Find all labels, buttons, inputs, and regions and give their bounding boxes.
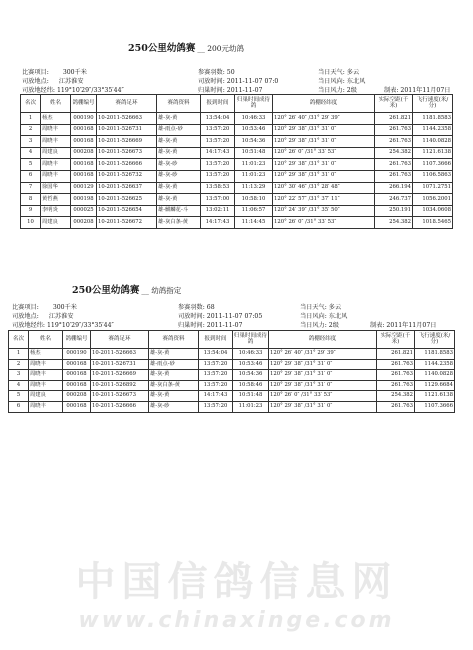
table-cell: 10-2011-526673 (91, 391, 149, 402)
meta-wind-force: 当日风力: 2级 (318, 87, 357, 94)
meta-release-time: 司放时间: 2011-11-07 07:0 (198, 78, 279, 85)
meta-date: 制表: 2011年11月07日 (384, 87, 451, 94)
table-row (21, 124, 453, 136)
meta-event (22, 67, 87, 76)
meta-wind-force: 当日风力: 2级 (300, 322, 339, 329)
table-cell: 杨杰 (29, 349, 63, 360)
table-cell: 1 (9, 349, 29, 360)
col-header: 归巢时间成待鸽 (235, 95, 273, 113)
table-row (21, 194, 453, 206)
table-row (21, 159, 453, 171)
table-cell: 7 (21, 182, 41, 194)
table-cell: 5 (9, 391, 29, 402)
table-cell: 3 (9, 370, 29, 381)
table-cell: 120° 29′ 38″ /31° 31′ 0″ (269, 401, 377, 412)
table-cell: 266.194 (375, 182, 413, 194)
table-cell: 10-2011-526731 (97, 124, 157, 136)
table-cell: 11:01:23 (233, 401, 269, 412)
table-cell: 10:51:48 (233, 391, 269, 402)
table-cell: 11:13:29 (235, 182, 273, 194)
table-cell: 261.763 (377, 401, 415, 412)
table-cell: 11:01:23 (235, 170, 273, 182)
table-cell: 11:01:23 (235, 159, 273, 171)
table-cell: 10-2011-526666 (91, 401, 149, 412)
table-cell: 雄-灰-砂 (157, 159, 201, 171)
table-cell: 周晓丰 (41, 136, 71, 148)
table-row (9, 370, 455, 381)
table-cell: 13:57:20 (201, 136, 235, 148)
table-cell: 10-2011-526663 (91, 349, 149, 360)
table-cell: 000168 (63, 359, 91, 370)
table-cell: 254.382 (375, 217, 413, 229)
table-cell: 000168 (71, 170, 97, 182)
meta-date: 制表: 2011年11月07日 (370, 322, 437, 329)
table-body (21, 113, 453, 229)
table-cell: 000129 (71, 182, 97, 194)
meta-release-place (12, 311, 74, 320)
meta-label: 司放地点: (12, 313, 39, 320)
table-cell: 1 (21, 113, 41, 125)
col-header: 赛鸽足环 (91, 331, 149, 349)
col-header: 赛鸽足环 (97, 95, 157, 113)
table-row (21, 170, 453, 182)
table-cell: 1056.2001 (413, 194, 453, 206)
table-cell: 周建良 (41, 217, 71, 229)
meta-wind: 当日风向: 东北风 (300, 313, 348, 320)
meta-wind: 当日风向: 东北风 (318, 78, 366, 85)
table-cell: 10-2011-526669 (97, 136, 157, 148)
table-cell: 120° 29′ 38″ /31° 31′ 0″ (273, 124, 375, 136)
sheet-title (128, 40, 244, 54)
table-cell: 000025 (71, 205, 97, 217)
meta-return-time: 归巢时间: 2011-11-07 (178, 322, 243, 329)
table-cell: 261.763 (377, 380, 415, 391)
table-cell: 254.382 (375, 147, 413, 159)
meta-value: 江苏淮安 (48, 313, 74, 320)
table-cell: 000168 (63, 370, 91, 381)
table-cell: 周晓丰 (41, 159, 71, 171)
table-cell: 120° 29′ 38″ /31° 31′ 0″ (269, 380, 377, 391)
col-header: 飞行速度(米/分) (413, 95, 453, 113)
table-cell: 雄-灰白条-黄 (157, 217, 201, 229)
table-row (9, 349, 455, 360)
table-cell: 120° 24′ 39″ /31° 35′ 50″ (273, 205, 375, 217)
table-cell: 10-2011-526654 (97, 205, 157, 217)
table-cell: 9 (21, 205, 41, 217)
table-header-row (9, 331, 455, 349)
table-cell: 1144.2358 (415, 359, 455, 370)
table-cell: 1140.0828 (413, 136, 453, 148)
table-cell: 10:58:10 (235, 194, 273, 206)
table-cell: 13:54:04 (201, 113, 235, 125)
table-cell: 120° 26′ 40″ /31° 29′ 39″ (273, 113, 375, 125)
table-row (21, 113, 453, 125)
meta-label: 比赛项目: (12, 304, 39, 311)
table-cell: 261.763 (377, 359, 415, 370)
table-cell: 10-2011-526666 (97, 159, 157, 171)
results-table-2 (8, 330, 455, 413)
table-cell: 13:54:04 (199, 349, 233, 360)
table-cell: 周晓丰 (41, 124, 71, 136)
table-cell: 周晓丰 (29, 380, 63, 391)
table-row (9, 359, 455, 370)
table-row (9, 401, 455, 412)
table-cell: 1181.8583 (413, 113, 453, 125)
table-header-row (21, 95, 453, 113)
table-cell: 10:53:46 (233, 359, 269, 370)
table-cell: 13:57:00 (201, 194, 235, 206)
table-cell: 000190 (63, 349, 91, 360)
table-cell: 10 (21, 217, 41, 229)
table-cell: 雄-灰-黄 (157, 113, 201, 125)
table-cell: 8 (21, 194, 41, 206)
table-cell: 000168 (71, 136, 97, 148)
table-cell: 13:57:20 (201, 159, 235, 171)
col-header: 姓名 (41, 95, 71, 113)
meta-event (12, 302, 77, 311)
table-cell: 雄-雨点-砂 (149, 359, 199, 370)
meta-entries: 参赛羽数: 68 (178, 304, 215, 311)
col-header: 鸽棚编号 (63, 331, 91, 349)
table-cell: 6 (21, 170, 41, 182)
table-cell: 1121.6138 (415, 391, 455, 402)
table-cell: 李明炎 (41, 205, 71, 217)
col-header: 报到时间 (199, 331, 233, 349)
table-cell: 6 (9, 401, 29, 412)
table-cell: 250.191 (375, 205, 413, 217)
table-cell: 1144.2358 (413, 124, 453, 136)
col-header: 姓名 (29, 331, 63, 349)
table-cell: 周晓丰 (29, 370, 63, 381)
table-cell: 1107.3666 (415, 401, 455, 412)
meta-weather: 当日天气: 多云 (318, 69, 360, 76)
table-cell: 雄-灰-黄 (157, 182, 201, 194)
table-row (9, 380, 455, 391)
table-cell: 120° 26′ 0″ /31° 33′ 53″ (273, 147, 375, 159)
title-subtitle: __ 200元幼鸽 (197, 44, 245, 53)
table-cell: 120° 22′ 57″ /31° 37′ 11″ (273, 194, 375, 206)
table-cell: 120° 29′ 38″ /31° 31′ 0″ (269, 359, 377, 370)
table-cell: 10-2011-526669 (91, 370, 149, 381)
table-cell: 261.821 (375, 113, 413, 125)
table-cell: 261.763 (375, 170, 413, 182)
table-cell: 5 (21, 159, 41, 171)
title-subtitle: __ 幼鸽指定 (141, 286, 182, 295)
table-cell: 雄-灰-黄 (157, 194, 201, 206)
table-cell: 000168 (71, 124, 97, 136)
table-cell: 120° 29′ 38″ /31° 31′ 0″ (273, 170, 375, 182)
table-cell: 10-2011-526732 (97, 170, 157, 182)
table-row (9, 391, 455, 402)
table-cell: 雄-灰-黄 (157, 147, 201, 159)
table-cell: 13:02:11 (201, 205, 235, 217)
table-cell: 10:46:33 (235, 113, 273, 125)
col-header: 赛鸽资料 (149, 331, 199, 349)
col-header: 鸽棚经纬度 (273, 95, 375, 113)
table-cell: 1181.8583 (415, 349, 455, 360)
meta-release-place (22, 76, 84, 85)
table-cell: 10-2011-526672 (97, 217, 157, 229)
table-cell: 10:54:36 (233, 370, 269, 381)
table-cell: 1121.6138 (413, 147, 453, 159)
meta-value: 300千米 (52, 304, 77, 311)
table-cell: 13:57:20 (201, 170, 235, 182)
table-cell: 14:17:43 (201, 217, 235, 229)
table-cell: 000208 (63, 391, 91, 402)
table-cell: 10-2011-526637 (97, 182, 157, 194)
table-cell: 000208 (71, 147, 97, 159)
col-header: 鸽棚编号 (71, 95, 97, 113)
table-cell: 徐国华 (41, 182, 71, 194)
col-header: 名次 (9, 331, 29, 349)
table-cell: 雄-灰-砂 (157, 170, 201, 182)
table-cell: 13:57:20 (199, 380, 233, 391)
meta-return-time: 归巢时间: 2011-11-07 (198, 87, 263, 94)
meta-release-time: 司放时间: 2011-11-07 07:05 (178, 313, 263, 320)
table-cell: 120° 29′ 38″ /31° 31′ 0″ (273, 159, 375, 171)
results-table-1 (20, 94, 453, 229)
table-cell: 雄-灰白条-黄 (149, 380, 199, 391)
table-cell: 13:57:20 (199, 401, 233, 412)
watermark-url: www.chinaxinge.com (78, 608, 395, 633)
table-cell: 10:58:46 (233, 380, 269, 391)
table-cell: 261.821 (377, 349, 415, 360)
table-cell: 周晓丰 (41, 170, 71, 182)
table-cell: 120° 26′ 0″ /31° 33′ 53″ (269, 391, 377, 402)
title-text: 250公里幼鸽赛 (128, 43, 196, 54)
table-cell: 10-2011-526625 (97, 194, 157, 206)
table-cell: 13:58:53 (201, 182, 235, 194)
table-cell: 2 (21, 124, 41, 136)
table-cell: 周晓丰 (29, 401, 63, 412)
table-cell: 杨杰 (41, 113, 71, 125)
table-cell: 1034.0608 (413, 205, 453, 217)
sheet-title (72, 282, 181, 296)
table-cell: 黄哲燕 (41, 194, 71, 206)
table-cell: 254.382 (377, 391, 415, 402)
title-text: 250公里幼鸽赛 (72, 285, 140, 296)
table-cell: 10:46:33 (233, 349, 269, 360)
table-cell: 1018.5465 (413, 217, 453, 229)
table-cell: 11:14:45 (235, 217, 273, 229)
table-cell: 10:53:46 (235, 124, 273, 136)
table-cell: 13:57:20 (199, 370, 233, 381)
table-cell: 000190 (71, 113, 97, 125)
table-cell: 000168 (63, 401, 91, 412)
table-cell: 120° 26′ 0″ /31° 33′ 53″ (273, 217, 375, 229)
table-body (9, 349, 455, 413)
table-cell: 1129.6684 (415, 380, 455, 391)
col-header: 鸽棚经纬度 (269, 331, 377, 349)
meta-release-coords: 司放地经纬: 119°10′29″/33°35′44″ (12, 322, 114, 329)
table-cell: 13:57:20 (199, 359, 233, 370)
table-cell: 261.763 (375, 136, 413, 148)
table-cell: 261.763 (377, 370, 415, 381)
table-cell: 2 (9, 359, 29, 370)
meta-value: 300千米 (62, 69, 87, 76)
table-cell: 120° 26′ 40″ /31° 29′ 39″ (269, 349, 377, 360)
meta-weather: 当日天气: 多云 (300, 304, 342, 311)
table-cell: 1106.5863 (413, 170, 453, 182)
col-header: 名次 (21, 95, 41, 113)
table-cell: 000198 (71, 194, 97, 206)
table-cell: 14:17:43 (201, 147, 235, 159)
table-cell: 000208 (71, 217, 97, 229)
table-cell: 周建良 (41, 147, 71, 159)
col-header: 报到时间 (201, 95, 235, 113)
table-cell: 10:51:48 (235, 147, 273, 159)
table-cell: 10-2011-526673 (97, 147, 157, 159)
table-cell: 11:06:57 (235, 205, 273, 217)
table-cell: 周晓丰 (29, 359, 63, 370)
table-row (21, 205, 453, 217)
table-row (21, 136, 453, 148)
col-header: 归巢时间成待鸽 (233, 331, 269, 349)
table-cell: 雄-麒麟花-斗 (157, 205, 201, 217)
table-cell: 13:57:20 (201, 124, 235, 136)
table-row (21, 217, 453, 229)
table-cell: 雄-灰-黄 (149, 370, 199, 381)
meta-value: 江苏淮安 (58, 78, 84, 85)
table-cell: 10-2011-526731 (91, 359, 149, 370)
table-cell: 4 (9, 380, 29, 391)
table-cell: 10:54:36 (235, 136, 273, 148)
table-cell: 1071.2751 (413, 182, 453, 194)
table-cell: 4 (21, 147, 41, 159)
table-cell: 雄-灰-黄 (149, 391, 199, 402)
table-row (21, 147, 453, 159)
col-header: 实际空距(千米) (375, 95, 413, 113)
meta-label: 司放地点: (22, 78, 49, 85)
table-cell: 14:17:43 (199, 391, 233, 402)
table-cell: 120° 29′ 38″ /31° 31′ 0″ (273, 136, 375, 148)
table-cell: 000168 (71, 159, 97, 171)
col-header: 飞行速度(米/分) (415, 331, 455, 349)
table-cell: 3 (21, 136, 41, 148)
table-cell: 10-2011-526892 (91, 380, 149, 391)
table-cell: 246.737 (375, 194, 413, 206)
meta-release-coords: 司放地经纬: 119°10′29″/33°35′44″ (22, 87, 124, 94)
table-cell: 雄-灰-砂 (149, 401, 199, 412)
col-header: 赛鸽资料 (157, 95, 201, 113)
col-header: 实际空距(千米) (377, 331, 415, 349)
table-cell: 雄-灰-黄 (157, 136, 201, 148)
table-cell: 000168 (63, 380, 91, 391)
table-row (21, 182, 453, 194)
table-cell: 261.763 (375, 159, 413, 171)
table-cell: 261.763 (375, 124, 413, 136)
meta-entries: 参赛羽数: 50 (198, 69, 235, 76)
meta-label: 比赛项目: (22, 69, 49, 76)
table-cell: 120° 29′ 38″ /31° 31′ 0″ (269, 370, 377, 381)
table-cell: 10-2011-526663 (97, 113, 157, 125)
table-cell: 雄-雨点-砂 (157, 124, 201, 136)
watermark-text: 中国信鸽信息网 (75, 559, 398, 605)
table-cell: 周建良 (29, 391, 63, 402)
table-cell: 120° 30′ 46″ /31° 28′ 48″ (273, 182, 375, 194)
table-cell: 1107.3666 (413, 159, 453, 171)
table-cell: 雄-灰-黄 (149, 349, 199, 360)
table-cell: 1140.0828 (415, 370, 455, 381)
